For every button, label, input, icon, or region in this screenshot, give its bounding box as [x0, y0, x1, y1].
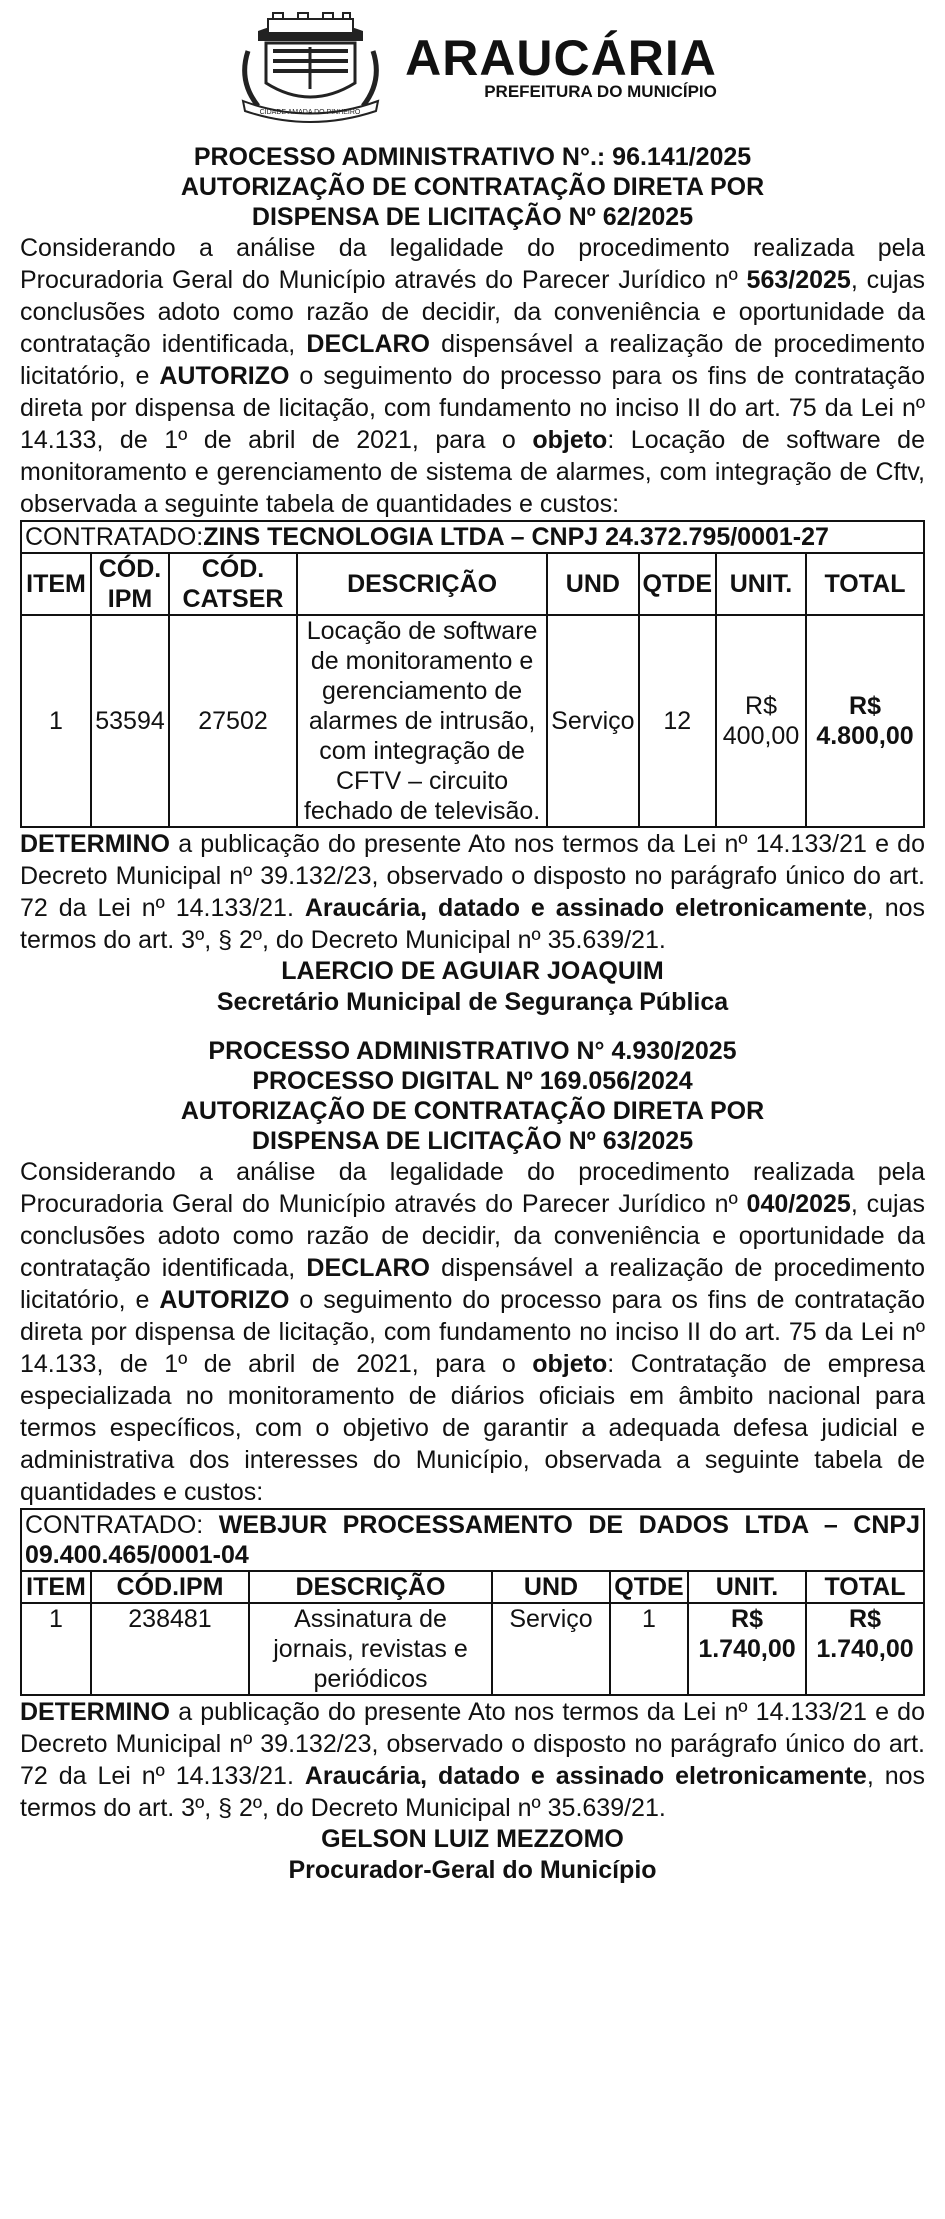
signer-role: Procurador-Geral do Município — [288, 1856, 657, 1884]
cost-table — [20, 520, 925, 828]
column-header: ITEM — [21, 553, 91, 615]
column-header: DESCRIÇÃO — [249, 1571, 492, 1603]
column-header: UND — [547, 553, 638, 615]
unit-type-cell: Serviço — [492, 1603, 610, 1695]
brand-subtitle: PREFEITURA DO MUNICÍPIO — [484, 82, 717, 101]
brand-block — [405, 30, 717, 102]
item-cell: 1 — [21, 615, 91, 827]
signer-name: LAERCIO DE AGUIAR JOAQUIM — [281, 957, 664, 985]
brand-name: ARAUCÁRIA — [405, 30, 717, 86]
table-row — [21, 615, 924, 827]
authorization-63-2025 — [20, 1036, 925, 1886]
description-cell: Assinatura de jornais, revistas e periódicos — [249, 1603, 492, 1695]
authorization-62-2025 — [20, 142, 925, 1018]
column-header: CÓD. IPM — [91, 553, 169, 615]
dispensa-title: DISPENSA DE LICITAÇÃO Nº 62/2025 — [251, 203, 694, 231]
masthead — [20, 8, 925, 128]
contractor-cell: CONTRATADO:ZINS TECNOLOGIA LTDA – CNPJ 24.372.795/0001-27 — [21, 521, 924, 553]
unit-price-cell: R$ 1.740,00 — [688, 1603, 806, 1695]
dispensa-title: DISPENSA DE LICITAÇÃO Nº 63/2025 — [251, 1127, 694, 1155]
cod-ipm-cell: 238481 — [91, 1603, 249, 1695]
column-header: QTDE — [610, 1571, 688, 1603]
considering-paragraph: Considerando a análise da legalidade do procedimento realizada pela Procuradoria Geral do Município através do Parecer Jurídico nº 563/2025, cujas conclusões adoto como razão de decidir, da conveniência e oportunidade da contratação identificada, DECLARO dispensável a realização de procedimento licitatório, e AUTORIZO o seguimento do processo para os fins de contratação direta por dispensa de licitação, com fundamento no inciso II do art. 75 da Lei nº 14.133, de 1º de abril de 2021, para o objeto: Locação de software de monitoramento e gerenciamento de sistema de alarmes, com integração de Cftv, observada a seguinte tabela de quantidades e custos: — [20, 234, 925, 518]
authorization-title: AUTORIZAÇÃO DE CONTRATAÇÃO DIRETA POR — [180, 173, 765, 201]
unit-price-cell: R$ 400,00 — [716, 615, 806, 827]
item-cell: 1 — [21, 1603, 91, 1695]
digital-process-title: PROCESSO DIGITAL Nº 169.056/2024 — [252, 1067, 693, 1095]
column-header: TOTAL — [806, 1571, 924, 1603]
column-header: UND — [492, 1571, 610, 1603]
column-header: CÓD.IPM — [91, 1571, 249, 1603]
authorization-title: AUTORIZAÇÃO DE CONTRATAÇÃO DIRETA POR — [180, 1097, 765, 1125]
description-cell: Locação de software de monitoramento e gerenciamento de alarmes de intrusão, com integração de CFTV – circuito fechado de televisão. — [297, 615, 547, 827]
process-number-title: PROCESSO ADMINISTRATIVO N° 4.930/2025 — [208, 1037, 737, 1065]
table-row — [21, 1603, 924, 1695]
column-header: UNIT. — [688, 1571, 806, 1603]
signer-role: Secretário Municipal de Segurança Pública — [216, 988, 729, 1016]
contractor-cell: CONTRATADO: WEBJUR PROCESSAMENTO DE DADOS LTDA – CNPJ 09.400.465/0001-04 — [21, 1509, 924, 1571]
column-header: ITEM — [21, 1571, 91, 1603]
cod-ipm-cell: 53594 — [91, 615, 169, 827]
quantity-cell: 12 — [639, 615, 716, 827]
total-price-cell: R$ 1.740,00 — [806, 1603, 924, 1695]
total-price-cell: R$ 4.800,00 — [806, 615, 924, 827]
column-header: DESCRIÇÃO — [297, 553, 547, 615]
process-number-title: PROCESSO ADMINISTRATIVO N°.: 96.141/2025 — [193, 143, 752, 171]
column-header: TOTAL — [806, 553, 924, 615]
svg-text:CIDADE AMADA DO PINHEIRO: CIDADE AMADA DO PINHEIRO — [259, 108, 361, 116]
quantity-cell: 1 — [610, 1603, 688, 1695]
table-header-row — [21, 1571, 924, 1603]
cost-table — [20, 1508, 925, 1696]
determination-paragraph: DETERMINO a publicação do presente Ato nos termos da Lei nº 14.133/21 e do Decreto Municipal nº 39.132/23, observado o disposto no parágrafo único do art. 72 da Lei nº 14.133/21. Araucária, datado e assinado eletronicamente, nos termos do art. 3º, § 2º, do Decreto Municipal nº 35.639/21. — [20, 1698, 925, 1822]
document-page — [20, 0, 925, 1886]
considering-paragraph: Considerando a análise da legalidade do procedimento realizada pela Procuradoria Geral do Município através do Parecer Jurídico nº 040/2025, cujas conclusões adoto como razão de decidir, da conveniência e oportunidade da contratação identificada, DECLARO dispensável a realização de procedimento licitatório, e AUTORIZO o seguimento do processo para os fins de contratação direta por dispensa de licitação, com fundamento no inciso II do art. 75 da Lei nº 14.133, de 1º de abril de 2021, para o objeto: Contratação de empresa especializada no monitoramento de diários oficiais em âmbito nacional para termos específicos, com o objetivo de garantir a adequada defesa judicial e administrativa dos interesses do Município, observada a seguinte tabela de quantidades e custos: — [20, 1158, 925, 1506]
column-header: CÓD. CATSER — [169, 553, 297, 615]
determination-paragraph: DETERMINO a publicação do presente Ato nos termos da Lei nº 14.133/21 e do Decreto Municipal nº 39.132/23, observado o disposto no parágrafo único do art. 72 da Lei nº 14.133/21. Araucária, datado e assinado eletronicamente, nos termos do art. 3º, § 2º, do Decreto Municipal nº 35.639/21. — [20, 830, 925, 954]
unit-type-cell: Serviço — [547, 615, 638, 827]
column-header: UNIT. — [716, 553, 806, 615]
signer-name: GELSON LUIZ MEZZOMO — [321, 1825, 624, 1853]
column-header: QTDE — [639, 553, 716, 615]
table-header-row — [21, 553, 924, 615]
cod-catser-cell: 27502 — [169, 615, 297, 827]
coat-of-arms-icon — [228, 11, 393, 126]
